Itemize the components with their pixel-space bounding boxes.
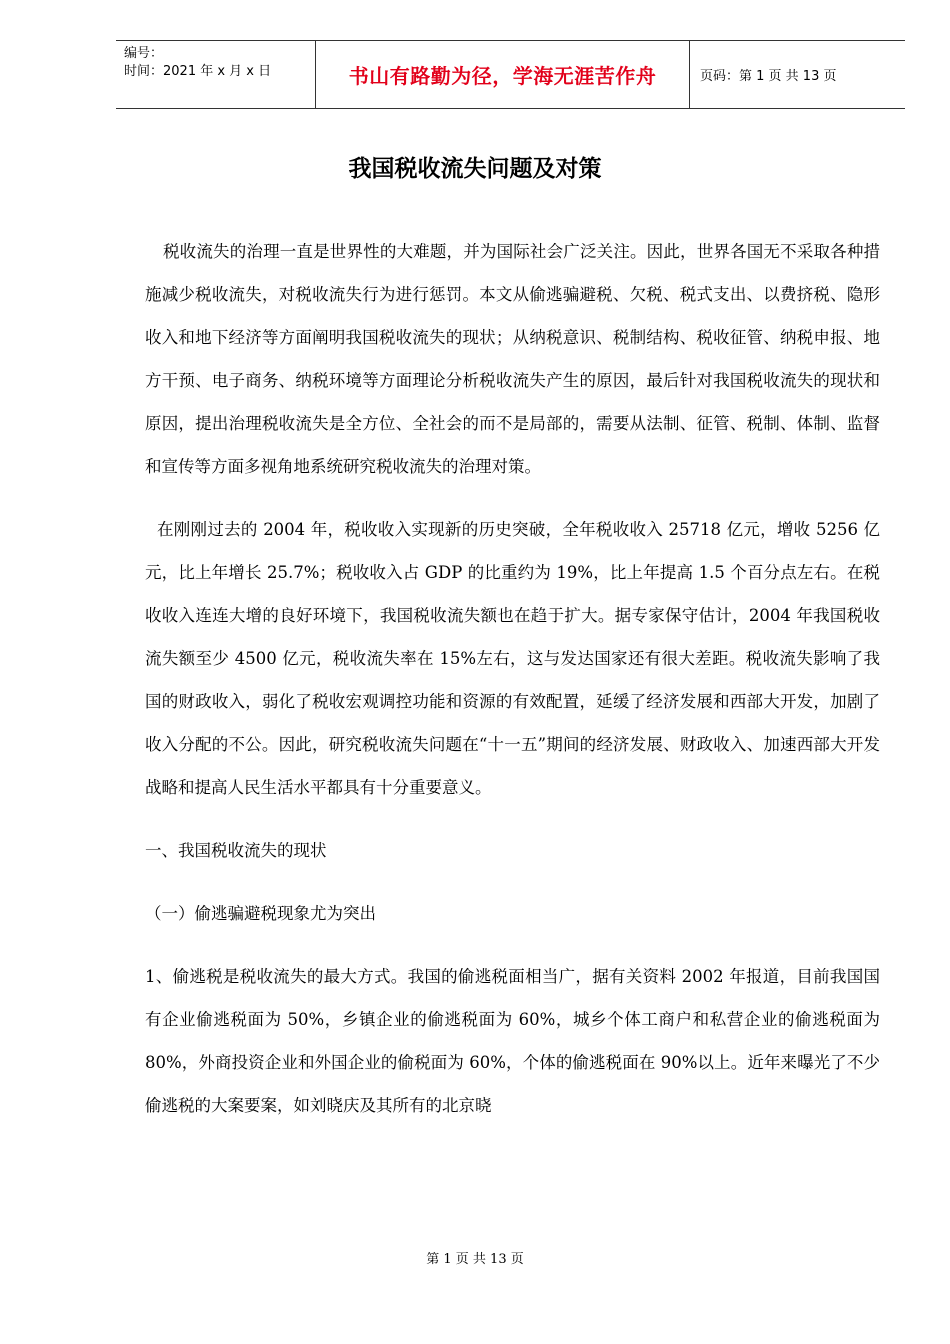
point-paragraph: 1、偷逃税是税收流失的最大方式。我国的偷逃税面相当广，据有关资料 2002 年报道，目前我国国有企业偷逃税面为 50%，乡镇企业的偷逃税面为 60%，城乡个体工商户和私营企业的偷逃税面为 80%，外商投资企业和外国企业的偷税面为 60%，个体的偷逃税面在 90%以上。近年来曝光了不少偷逃税的大案要案，如刘晓庆及其所有的北京晓 xyxy=(145,967,880,1115)
header-motto: 书山有路勤为径，学海无涯苦作舟 xyxy=(316,41,690,108)
header-meta xyxy=(116,41,316,108)
header-page-label: 页码：第 1 页 共 13 页 xyxy=(700,69,837,84)
page-footer: 第 1 页 共 13 页 xyxy=(426,1252,524,1267)
section-heading: 一、我国税收流失的现状 xyxy=(145,841,327,860)
intro-paragraph: 在刚刚过去的 2004 年，税收收入实现新的历史突破，全年税收收入 25718 亿元，增收 5256 亿元，比上年增长 25.7%；税收收入占 GDP 的比重约为 19%，比上年提高 1.5 个百分点左右。在税收收入连连大增的良好环境下，我国税收流失额也在趋于扩大。据专家保守估计，2004 年我国税收流失额至少 4500 亿元，税收流失率在 15%左右，这与发达国家还有很大差距。税收流失影响了我国的财政收入，弱化了税收宏观调控功能和资源的有效配置，延缓了经济发展和西部大开发，加剧了收入分配的不公。因此，研究税收流失问题在“十一五”期间的经济发展、财政收入、加速西部大开发战略和提高人民生活水平都具有十分重要意义。 xyxy=(145,520,880,797)
number-label: 编号： xyxy=(124,46,164,61)
time-label: 时间：2021 年 x 月 x 日 xyxy=(124,64,272,79)
document-title: 我国税收流失问题及对策 xyxy=(348,155,602,182)
document-body xyxy=(145,230,880,1127)
subsection-heading: （一）偷逃骗避税现象尤为突出 xyxy=(145,904,376,923)
page-header xyxy=(116,40,905,109)
abstract-paragraph: 税收流失的治理一直是世界性的大难题，并为国际社会广泛关注。因此，世界各国无不采取各种措施减少税收流失，对税收流失行为进行惩罚。本文从偷逃骗避税、欠税、税式支出、以费挤税、隐形收入和地下经济等方面阐明我国税收流失的现状；从纳税意识、税制结构、税收征管、纳税申报、地方干预、电子商务、纳税环境等方面理论分析税收流失产生的原因，最后针对我国税收流失的现状和原因，提出治理税收流失是全方位、全社会的而不是局部的，需要从法制、征管、税制、体制、监督和宣传等方面多视角地系统研究税收流失的治理对策。 xyxy=(145,242,880,476)
